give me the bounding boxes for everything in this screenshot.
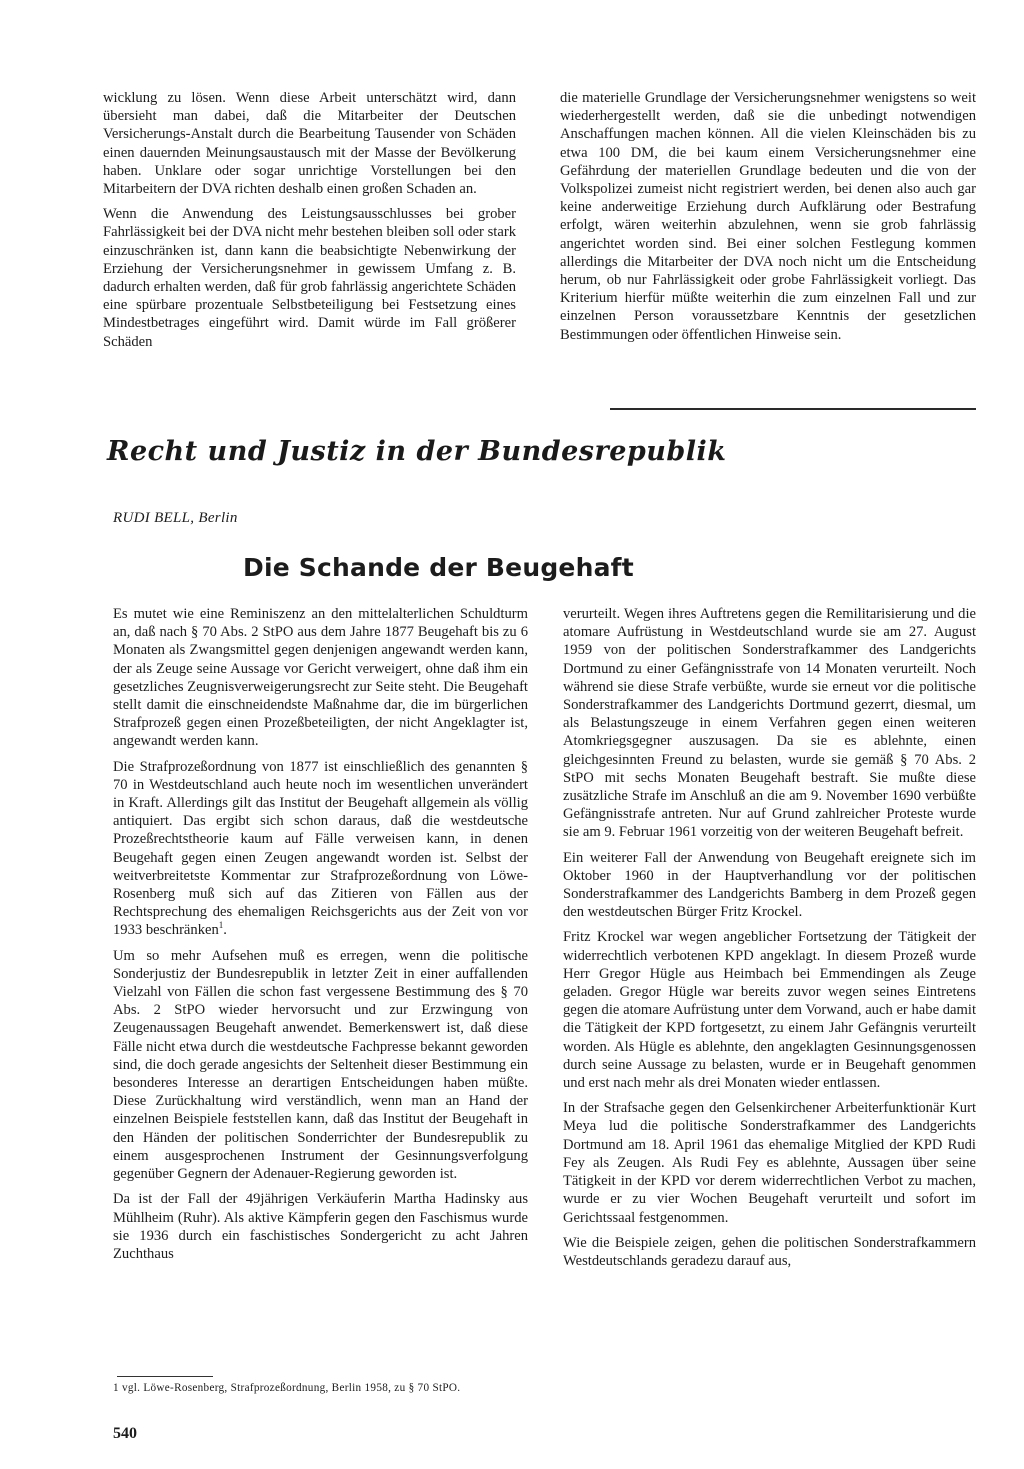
paragraph: Es mutet wie eine Reminiszenz an den mittelalterlichen Schuldturm an, daß nach § 70 Abs. 2 StPO aus dem Jahre 1877 Beugehaft bis zu 6 Monaten als Zwangsmittel gegen denjenigen angewandt werden kann, der als Zeuge seine Aussage vor Gericht verweigert, ohne daß ihm ein gesetzliches Zeugnisverweigerungsrecht zur Seite steht. Die Beugehaft stellt damit die einschneidendste Maßnahme dar, die im bürgerlichen Strafprozeß gegen einen Prozeßbeteiligten, der nicht Angeklagter ist, angewandt werden kann. xyxy=(113,606,528,750)
author-byline: RUDI BELL, Berlin xyxy=(113,510,238,526)
footnote-divider xyxy=(117,1376,213,1377)
article-right-column xyxy=(563,605,976,1277)
paragraph: die materielle Grundlage der Versicherungsnehmer wenigstens so weit wiederhergestellt werden, daß sie die unbedingt notwendigen Anschaffungen machen können. All die vielen Kleinschäden bis zu etwa 100 DM, die bei kaum einem Versicherungsnehmer eine Gefährdung der materiellen Grundlage bedeuten und die von der Volkspolizei zumeist nicht registriert werden, bei denen also auch gar keine anderweitige Erziehung durch Aufklärung oder Bestrafung erfolgt, wären weiterhin abzulehnen, wenn sie grob fahrlässig angerichtet worden sind. Bei einer solchen Festlegung kommen allerdings die Mitarbeiter der DVA noch nicht um die Entscheidung herum, ob nur Fahrlässigkeit oder grobe Fahrlässigkeit vorliegt. Das Kriterium hierfür müßte weiterhin die zum einzelnen Fall und zur einzelnen Person voraussetzbare Kenntnis der gesetzlichen Bestimmungen oder öffentlichen Hinweise sein. xyxy=(560,90,976,343)
paragraph: Um so mehr Aufsehen muß es erregen, wenn die politische Sonderjustiz der Bundesrepublik in letzter Zeit in einer auffallenden Vielzahl von Fällen die schon fast vergessene Bestimmung des § 70 Abs. 2 StPO wieder hervorsucht und zur Erzwingung von Zeugenaussagen Beugehaft anwendet. Bemerkenswert ist, daß diese Fälle nicht etwa durch die westdeutsche Fachpresse bekannt geworden sind, die doch gerade angesichts der Seltenheit dieser Bestimmung ein besonderes Interesse an derartigen Entscheidungen haben müßte. Diese Zurückhaltung wird verständlich, wenn man an Hand der einzelnen Beispiele feststellen kann, daß das Institut der Beugehaft in den Händen der politischen Sonderrichter der Bundesrepublik zu einem ausgesprochenen Instrument der Gesinnungsverfolgung gegenüber Gegnern der Adenauer-Regierung geworden ist. xyxy=(113,947,528,1183)
upper-left-column xyxy=(103,89,516,358)
footnote: 1 vgl. Löwe-Rosenberg, Strafprozeßordnung, Berlin 1958, zu § 70 StPO. xyxy=(113,1382,461,1394)
section-title: Recht und Justiz in der Bundesrepublik xyxy=(107,436,727,467)
paragraph: Die Strafprozeßordnung von 1877 ist einschließlich des genannten § 70 in Westdeutschland auch heute noch im wesentlichen unverändert in Kraft. Allerdings gilt das Institut der Beugehaft allgemein als völlig antiquiert. Das ergibt sich schon daraus, daß die westdeutsche Prozeßrechtstheorie kaum auf Fälle verweisen kann, in denen Beugehaft gegen einen Zeugen angewandt worden ist. Selbst der weitverbreitetste Kommentar zur Strafprozeßordnung von Löwe-Rosenberg muß sich auf das Zitieren von Fällen aus der Rechtsprechung des ehemaligen Reichsgerichts aus der Zeit von vor 1933 beschränken$^1$. xyxy=(113,758,528,939)
paragraph: In der Strafsache gegen den Gelsenkirchener Arbeiterfunktionär Kurt Meya lud die politische Sonderstrafkammer des Landgerichts Dortmund am 18. April 1961 das ehemalige Mitglied der KPD Rudi Fey als Zeugen. Als Rudi Fey es ablehnte, Aussagen über seine Tätigkeit in der KPD vor derem widerrechtlichen Verbot zu machen, wurde er zu vier Wochen Beugehaft verurteilt und sofort im Gerichtssaal festgenommen. xyxy=(563,1100,976,1226)
paragraph-text: Die Strafprozeßordnung von 1877 ist einschließlich des genannten § 70 in Westdeutschland auch heute noch im wesentlichen unverändert in Kraft. Allerdings gilt das Institut der Beugehaft allgemein als völlig antiquiert. Das ergibt sich schon daraus, daß die westdeutsche Prozeßrechtstheorie kaum auf Fälle verweisen kann, in denen Beugehaft gegen einen Zeugen angewandt worden ist. Selbst der weitverbreitetste Kommentar zur Strafprozeßordnung von Löwe-Rosenberg muß sich auf das Zitieren von Fällen aus der Rechtsprechung des ehemaligen Reichsgerichts aus der Zeit von vor 1933 beschränken xyxy=(113,758,528,939)
footnote-reference: 1 xyxy=(218,920,224,931)
section-divider xyxy=(610,408,976,410)
article-title: Die Schande der Beugehaft xyxy=(243,553,634,582)
paragraph: Wenn die Anwendung des Leistungsausschlusses bei grober Fahrlässigkeit bei der DVA nicht mehr bestehen bleiben soll oder stark einzuschränken ist, dann kann die beabsichtigte Nebenwirkung der Erziehung der Versicherungsnehmer in gewissem Umfang z. B. dadurch erhalten werden, daß für grob fahrlässig angerichtete Schäden eine spürbare prozentuale Selbstbeteiligung bei Festsetzung eines Mindestbetrages eingeführt wird. Damit würde im Fall größerer Schäden xyxy=(103,206,516,350)
page-number: 540 xyxy=(113,1425,137,1442)
upper-right-column xyxy=(560,89,976,351)
paragraph: Da ist der Fall der 49jährigen Verkäuferin Martha Hadinsky aus Mühlheim (Ruhr). Als aktive Kämpferin gegen den Faschismus wurde sie 1936 durch ein faschistisches Sondergericht zu acht Jahren Zuchthaus xyxy=(113,1191,528,1262)
article-left-column xyxy=(113,605,528,1270)
paragraph: wicklung zu lösen. Wenn diese Arbeit unterschätzt wird, dann übersieht man dabei, daß die Mitarbeiter der Deutschen Versicherungs-Anstalt durch die Bearbeitung Tausender von Schäden einen dauernden Meinungsaustausch mit der Masse der Bevölkerung haben. Unklare oder sogar unrichtige Vorstellungen bei den Mitarbeitern der DVA richten deshalb einen großen Schaden an. xyxy=(103,90,516,198)
paragraph: verurteilt. Wegen ihres Auftretens gegen die Remilitarisierung und die atomare Aufrüstung in Westdeutschland wurde sie am 27. August 1959 von der politischen Sonderstrafkammer des Landgerichts Dortmund zu einer Gefängnisstrafe von 14 Monaten verurteilt. Noch während sie diese Strafe verbüßte, wurde sie erneut vor die politische Sonderstrafkammer des Landgerichts Dortmund gezerrt, diesmal, um als Belastungszeuge in einem Verfahren gegen einen weiteren Atomkriegsgegner auszusagen. Da sie es ablehnte, einen gleichgesinnten Freund zu belasten, wurde sie gemäß § 70 Abs. 2 StPO mit sechs Monaten Beugehaft bestraft. Sie mußte diese zusätzliche Strafe im Anschluß an die am 9. November 1690 verbüßte Gefängnisstrafe antreten. Nur auf Grund zahlreicher Proteste wurde sie am 9. Februar 1961 vorzeitig von der weiteren Beugehaft befreit. xyxy=(563,606,976,841)
paragraph: Ein weiterer Fall der Anwendung von Beugehaft ereignete sich im Oktober 1960 in der Hauptverhandlung vor der politischen Sonderstrafkammer des Landgerichts Bamberg in dem Prozeß gegen den westdeutschen Bürger Fritz Krockel. xyxy=(563,849,976,921)
paragraph: Fritz Krockel war wegen angeblicher Fortsetzung der Tätigkeit der widerrechtlich verbotenen KPD angeklagt. In diesem Prozeß wurde Herr Gregor Hügle aus Heimbach bei Emmendingen als Zeuge geladen. Gregor Hügle war bereits zuvor wegen seines Eintretens gegen die atomare Aufrüstung unter dem Vorwand, auch er habe damit die Tätigkeit der KPD fortgesetzt, zu einem Jahr Gefängnis verurteilt worden. Als Hügle es ablehnte, den angeklagten Gesinnungsgenossen durch seine Aussage zu belasten, wurde er in Beugehaft genommen und erst nach mehr als drei Monaten wieder entlassen. xyxy=(563,929,976,1092)
paragraph: Wie die Beispiele zeigen, gehen die politischen Sonderstrafkammern Westdeutschlands geradezu darauf aus, xyxy=(563,1234,976,1269)
